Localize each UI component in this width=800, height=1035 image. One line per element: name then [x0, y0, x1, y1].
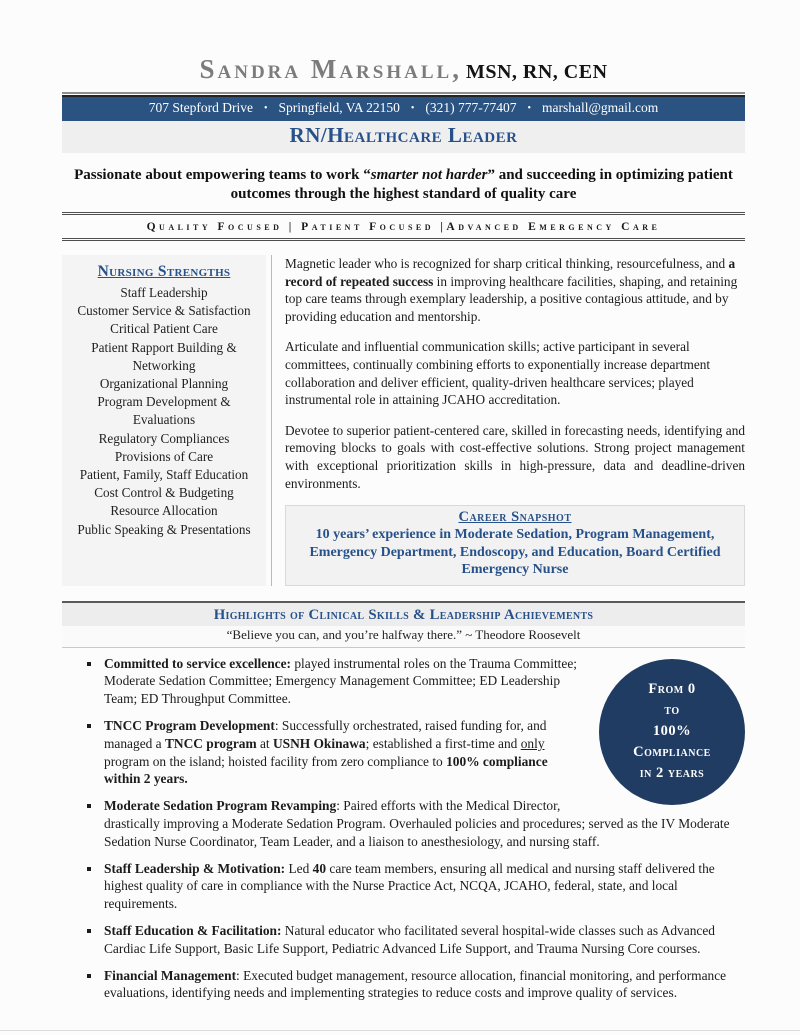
- achievement-bullet: ▪ Committed to service excellence: played instrumental roles on the Trauma Committee; Moderate Sedation Committee; Emergency Management Committee; ED Leadership Team; ED Throughput Committee.: [102, 655, 745, 708]
- achievement-bullet: ▪ Staff Leadership & Motivation: Led 40 care team members, ensuring all medical and nursing staff delivered the highest quality of care in compliance with the Nurse Practice Act, NCQA, JCAHO, federal, state, and local requirements.: [102, 860, 745, 913]
- focus-banner-text: Quality Focused | Patient Focused |Advanced Emergency Care: [146, 221, 661, 233]
- strength-item: Patient, Family, Staff Education: [79, 467, 249, 483]
- strength-item: Provisions of Care: [114, 448, 214, 464]
- contact-item: 707 Stepford Drive: [148, 100, 253, 115]
- strength-item: Resource Allocation: [110, 503, 218, 519]
- nursing-strengths-title: Nursing Strengths: [97, 263, 231, 280]
- role-band: [62, 121, 745, 153]
- candidate-credentials: MSN, RN, CEN: [465, 61, 608, 83]
- achievement-bullet: ▪ TNCC Program Development: Successfully orchestrated, raised funding for, and managed a TNCC program at USNH Okinawa; established a first-time and only program on the island; hoisted facility from zero compliance to 100% compliance within 2 years.: [102, 717, 745, 788]
- contact-item: (321) 777-77407: [425, 100, 517, 115]
- contact-separator: •: [263, 103, 268, 114]
- badge-line: to: [664, 702, 680, 719]
- summary-paragraphs: [285, 255, 745, 492]
- role-title: RN/Healthcare Leader: [289, 123, 518, 147]
- contact-separator: •: [527, 103, 531, 114]
- nursing-strengths-list: [66, 284, 262, 539]
- highlights-title-row: [62, 603, 745, 626]
- contact-separator: •: [410, 103, 415, 114]
- highlights-quote: “Believe you can, and you’re halfway there.” ~ Theodore Roosevelt: [62, 626, 745, 647]
- strength-item: Organizational Planning: [99, 376, 229, 392]
- strength-item: Cost Control & Budgeting: [94, 485, 234, 501]
- summary-paragraph: Articulate and influential communication skills; active participant in several committees, continually combining efforts to exponentially increase department collaboration and deliver efficient, quality-driven healthcare services; played instrumental role in attaining JCAHO accreditation.: [285, 339, 711, 408]
- highlights-band: [62, 601, 745, 648]
- career-snapshot-box: [285, 505, 745, 586]
- focus-banner: [62, 212, 745, 241]
- compliance-badge: [599, 659, 745, 805]
- contact-item: Springfield, VA 22150: [278, 100, 400, 115]
- badge-line: in 2 years: [639, 765, 705, 782]
- candidate-name: Sandra Marshall,: [199, 54, 462, 84]
- contact-bar: [62, 97, 745, 121]
- career-snapshot-text: 10 years’ experience in Moderate Sedation, Program Management, Emergency Department, Endoscopy, and Education, Board Certified Emergency Nurse: [309, 527, 721, 578]
- achievements-section: [62, 655, 745, 1003]
- career-snapshot-title: Career Snapshot: [458, 509, 572, 526]
- tagline: Passionate about empowering teams to work “smarter not harder” and succeeding in optimizing patient outcomes through the highest standard of quality care: [74, 167, 733, 202]
- strength-item: Patient Rapport Building & Networking: [91, 339, 237, 373]
- strength-item: Customer Service & Satisfaction: [77, 303, 251, 319]
- resume-page: [62, 0, 745, 1002]
- badge-line: 100%: [652, 723, 692, 740]
- summary-column: [272, 255, 745, 586]
- strength-item: Regulatory Compliances: [98, 430, 230, 446]
- highlights-title: Highlights of Clinical Skills & Leadership Achievements: [213, 606, 594, 623]
- achievement-bullet: ▪ Financial Management: Executed budget management, resource allocation, financial monitoring, and performance evaluations, identifying needs and implementing strategies to reduce costs and improve quality of services.: [102, 967, 745, 1003]
- strength-item: Critical Patient Care: [110, 321, 218, 337]
- strength-item: Public Speaking & Presentations: [77, 521, 251, 537]
- badge-line: From 0: [648, 681, 696, 698]
- summary-paragraph: Magnetic leader who is recognized for sharp critical thinking, resourcefulness, and a record of repeated success in improving healthcare facilities, shaping, and retaining top care teams through exemplary leadership, a positive contagious attitude, and by providing education and mentorship.: [285, 256, 738, 324]
- achievement-bullet: ▪ Staff Education & Facilitation: Natural educator who facilitated several hospital-wide classes such as Advanced Cardiac Life Support, Basic Life Support, Pediatric Advanced Life Support, and Trauma Nursing Core courses.: [102, 922, 745, 958]
- page-bottom-rule: [0, 1030, 800, 1031]
- summary-paragraph: Devotee to superior patient-centered care, skilled in forecasting needs, identifying and removing blocks to goals with cost-effective solutions. Strong project management with exceptional prioritization skills in high-pressure, data and deadline-driven environments.: [285, 422, 745, 491]
- badge-line: Compliance: [633, 744, 711, 761]
- contact-item: marshall@gmail.com: [542, 100, 659, 115]
- candidate-name-line: [62, 54, 745, 85]
- two-column-section: [62, 255, 745, 586]
- nursing-strengths-panel: [62, 255, 266, 586]
- strength-item: Staff Leadership: [120, 285, 208, 300]
- strength-item: Program Development & Evaluations: [97, 394, 231, 428]
- achievement-bullet: ▪ Moderate Sedation Program Revamping: Paired efforts with the Medical Director, drastically improving a Moderate Sedation Program. Overhauled policies and procedures; served as the IV Moderate Sedation Nurse Coordinator, Team Leader, and a liaison to anesthesiology, and nursing staff.: [102, 797, 745, 850]
